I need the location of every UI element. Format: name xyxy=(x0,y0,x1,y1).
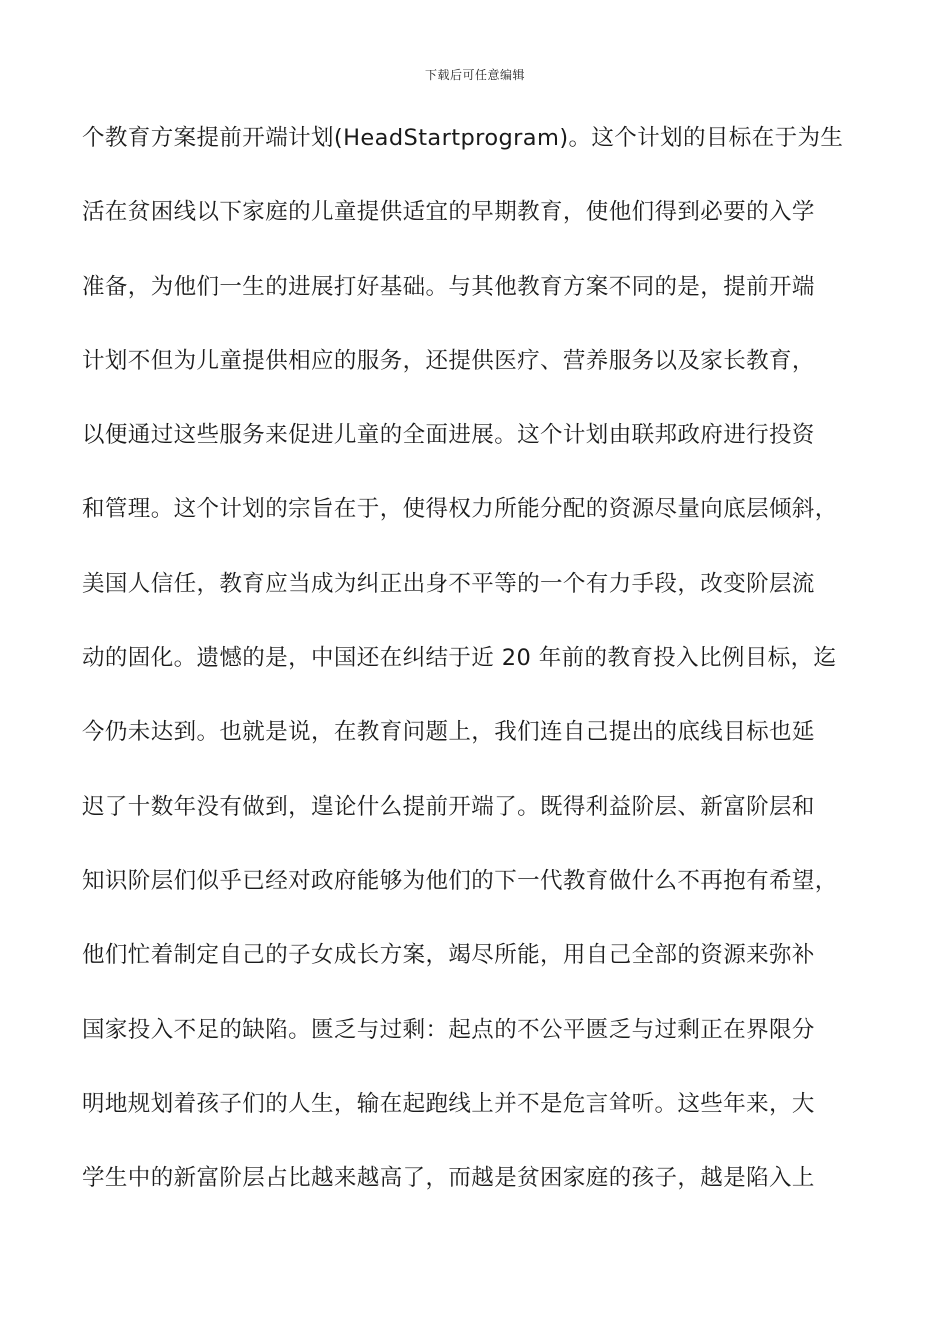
text-line: 美国人信任，教育应当成为纠正出身不平等的一个有力手段，改变阶层流 xyxy=(82,570,815,597)
text-line: 迟了十数年没有做到，遑论什么提前开端了。既得利益阶层、新富阶层和 xyxy=(82,793,815,820)
text-line: 个教育方案提前开端计划(HeadStartprogram)。这个计划的目标在于为生 xyxy=(82,125,844,151)
text-line: 学生中的新富阶层占比越来越高了，而越是贫困家庭的孩子，越是陷入上 xyxy=(82,1165,815,1192)
text-line: 动的固化。遗憾的是，中国还在纠结于近 20 年前的教育投入比例目标，迄 xyxy=(82,645,837,672)
page-header: 下载后可任意编辑 xyxy=(424,68,525,82)
text-line: 计划不但为儿童提供相应的服务，还提供医疗、营养服务以及家长教育， xyxy=(82,347,815,374)
text-line: 准备，为他们一生的进展打好基础。与其他教育方案不同的是，提前开端 xyxy=(82,273,815,300)
text-line: 国家投入不足的缺陷。匮乏与过剩：起点的不公平匮乏与过剩正在界限分 xyxy=(82,1016,815,1043)
text-line: 今仍未达到。也就是说，在教育问题上，我们连自己提出的底线目标也延 xyxy=(82,719,815,746)
text-line: 以便通过这些服务来促进儿童的全面进展。这个计划由联邦政府进行投资 xyxy=(82,422,815,449)
text-line: 明地规划着孩子们的人生，输在起跑线上并不是危言耸听。这些年来，大 xyxy=(82,1090,815,1117)
body-text xyxy=(82,112,882,1226)
text-line: 活在贫困线以下家庭的儿童提供适宜的早期教育，使他们得到必要的入学 xyxy=(82,199,815,226)
text-line: 他们忙着制定自己的子女成长方案，竭尽所能，用自己全部的资源来弥补 xyxy=(82,942,815,969)
text-line: 和管理。这个计划的宗旨在于，使得权力所能分配的资源尽量向底层倾斜， xyxy=(82,496,838,523)
text-line: 知识阶层们似乎已经对政府能够为他们的下一代教育做什么不再抱有希望， xyxy=(82,867,838,894)
